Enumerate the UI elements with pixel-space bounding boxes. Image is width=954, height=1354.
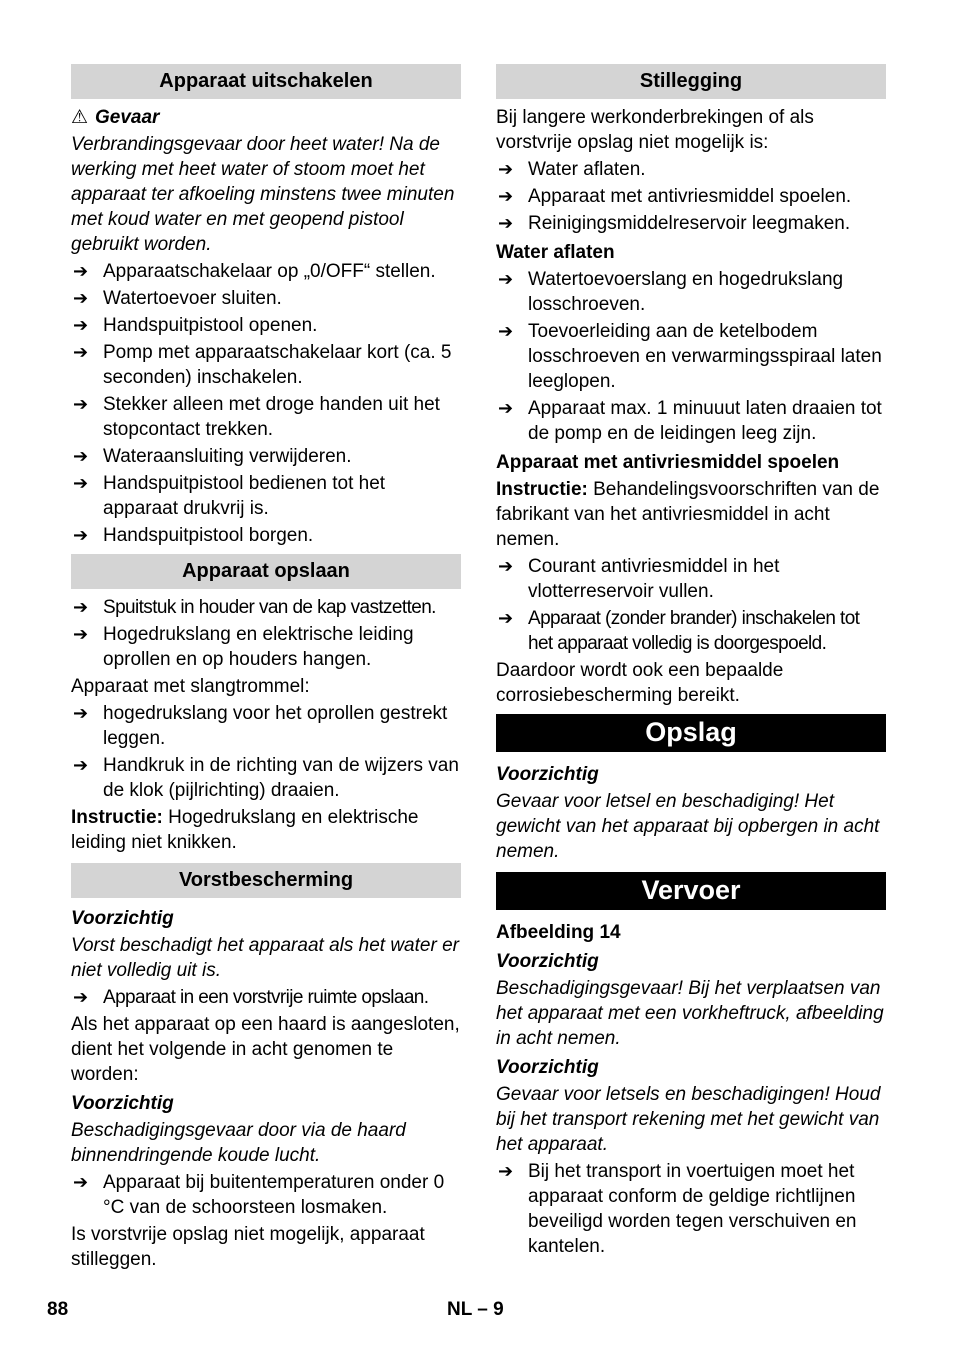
list-item: ➔ Handspuitpistool borgen. — [73, 525, 314, 546]
list-item: ➔ Apparaat in een vorstvrije ruimte opslaan. — [73, 987, 429, 1008]
list-item: ➔ Apparaat met antivriesmiddel spoelen. — [498, 186, 852, 207]
instruction-note: Instructie: Hogedrukslang en elektrische leiding niet knikken. — [71, 807, 419, 853]
paragraph: Is vorstvrije opslag niet mogelijk, apparaat stilleggen. — [71, 1224, 425, 1270]
caution-label: Voorzichtig — [496, 764, 599, 785]
arrow-right-icon: ➔ — [498, 186, 514, 206]
danger-label: ⚠ Gevaar — [71, 107, 160, 128]
list-item: ➔ Apparaatschakelaar op „0/OFF“ stellen. — [73, 261, 436, 282]
step-list — [496, 157, 886, 236]
list-item: ➔ Toevoerleiding aan de ketelbodem losschroeven en verwarmingsspiraal laten leeglopen. — [498, 321, 882, 392]
section-heading: Vorstbescherming — [71, 863, 461, 898]
step-list — [496, 554, 886, 656]
arrow-right-icon: ➔ — [498, 159, 514, 179]
page-number: 88 — [47, 1299, 69, 1320]
left-column — [71, 64, 461, 1274]
subheading: Apparaat met antivriesmiddel spoelen — [496, 452, 840, 473]
list-item: ➔ Handkruk in de richting van de wijzers van de klok (pijlrichting) draaien. — [73, 755, 459, 801]
step-list — [71, 595, 461, 672]
section-heading: Apparaat uitschakelen — [71, 64, 461, 99]
arrow-right-icon: ➔ — [73, 394, 89, 414]
caution-text: Vorst beschadigt het apparaat als het water er niet volledig uit is. — [71, 935, 459, 981]
arrow-right-icon: ➔ — [73, 261, 89, 281]
paragraph: Daardoor wordt ook een bepaalde corrosiebescherming bereikt. — [496, 660, 784, 706]
list-item: ➔ Watertoevoerslang en hogedrukslang losschroeven. — [498, 269, 844, 315]
subheading: Water aflaten — [496, 242, 615, 263]
arrow-right-icon: ➔ — [498, 269, 514, 289]
paragraph: Als het apparaat op een haard is aangesloten, dient het volgende in acht genomen te worden: — [71, 1014, 460, 1085]
arrow-right-icon: ➔ — [498, 213, 514, 233]
list-item: ➔ Wateraansluiting verwijderen. — [73, 446, 352, 467]
arrow-right-icon: ➔ — [73, 288, 89, 308]
arrow-right-icon: ➔ — [73, 1172, 89, 1192]
instruction-note: Instructie: Behandelingsvoorschriften van de fabrikant van het antivriesmiddel in acht nemen. — [496, 479, 880, 550]
language-page-label: NL – 9 — [447, 1299, 504, 1320]
arrow-right-icon: ➔ — [73, 473, 89, 493]
list-item: ➔ Hogedrukslang en elektrische leiding oprollen en op houders hangen. — [73, 624, 414, 670]
step-list — [71, 259, 461, 548]
caution-label: Voorzichtig — [71, 908, 174, 929]
chapter-heading: Opslag — [496, 714, 886, 752]
list-item: ➔ Apparaat bij buitentemperaturen onder 0 °C van de schoorsteen losmaken. — [73, 1172, 445, 1218]
step-list — [71, 985, 461, 1010]
step-list — [71, 1170, 461, 1220]
arrow-right-icon: ➔ — [73, 525, 89, 545]
arrow-right-icon: ➔ — [498, 556, 514, 576]
arrow-right-icon: ➔ — [498, 321, 514, 341]
arrow-right-icon: ➔ — [73, 755, 89, 775]
arrow-right-icon: ➔ — [73, 342, 89, 362]
caution-label: Voorzichtig — [496, 1057, 599, 1078]
list-item: ➔ Water aflaten. — [498, 159, 646, 180]
section-heading: Stillegging — [496, 64, 886, 99]
caution-text: Beschadigingsgevaar door via de haard binnendringende koude lucht. — [71, 1120, 406, 1166]
step-list — [71, 701, 461, 803]
list-item: ➔ hogedrukslang voor het oprollen gestrekt leggen. — [73, 703, 448, 749]
list-item: ➔ Apparaat max. 1 minuuut laten draaien tot de pomp en de leidingen leeg zijn. — [498, 398, 882, 444]
step-list — [496, 1159, 886, 1259]
list-item: ➔ Spuitstuk in houder van de kap vastzetten. — [73, 597, 436, 618]
list-item: ➔ Apparaat (zonder brander) inschakelen tot het apparaat volledig is doorgespoeld. — [498, 608, 860, 654]
list-item: ➔ Watertoevoer sluiten. — [73, 288, 282, 309]
list-item: ➔ Bij het transport in voertuigen moet het apparaat conform de geldige richtlijnen beveiligd worden tegen verschuiven en kantelen. — [498, 1161, 857, 1257]
section-heading: Apparaat opslaan — [71, 554, 461, 589]
right-column — [496, 64, 886, 1261]
arrow-right-icon: ➔ — [73, 446, 89, 466]
chapter-heading: Vervoer — [496, 872, 886, 910]
arrow-right-icon: ➔ — [73, 315, 89, 335]
list-item: ➔ Stekker alleen met droge handen uit het stopcontact trekken. — [73, 394, 440, 440]
arrow-right-icon: ➔ — [73, 597, 88, 617]
list-item: ➔ Handspuitpistool openen. — [73, 315, 318, 336]
arrow-right-icon: ➔ — [73, 703, 89, 723]
caution-label: Voorzichtig — [496, 951, 599, 972]
danger-text: Verbrandingsgevaar door heet water! Na de werking met heet water of stoom moet het apparaat ter afkoeling minstens twee minuten met koud water en met geopend pistool gebruikt worden. — [71, 134, 455, 255]
step-list — [496, 267, 886, 446]
caution-text: Beschadigingsgevaar! Bij het verplaatsen van het apparaat met een vorkheftruck, afbeelding in acht nemen. — [496, 978, 884, 1049]
figure-reference: Afbeelding 14 — [496, 922, 621, 943]
arrow-right-icon: ➔ — [73, 624, 89, 644]
warning-triangle-icon: ⚠ — [71, 107, 89, 128]
arrow-right-icon: ➔ — [73, 987, 88, 1007]
caution-text: Gevaar voor letsels en beschadigingen! Houd bij het transport rekening met het gewicht van het apparaat. — [496, 1084, 881, 1155]
arrow-right-icon: ➔ — [498, 398, 514, 418]
arrow-right-icon: ➔ — [498, 1161, 514, 1181]
list-item: ➔ Handspuitpistool bedienen tot het apparaat drukvrij is. — [73, 473, 386, 519]
paragraph: Apparaat met slangtrommel: — [71, 676, 310, 697]
caution-label: Voorzichtig — [71, 1093, 174, 1114]
arrow-right-icon: ➔ — [498, 608, 513, 628]
paragraph: Bij langere werkonderbrekingen of als vorstvrije opslag niet mogelijk is: — [496, 107, 814, 153]
list-item: ➔ Courant antivriesmiddel in het vlotterreservoir vullen. — [498, 556, 780, 602]
list-item: ➔ Pomp met apparaatschakelaar kort (ca. 5 seconden) inschakelen. — [73, 342, 452, 388]
list-item: ➔ Reinigingsmiddelreservoir leegmaken. — [498, 213, 851, 234]
caution-text: Gevaar voor letsel en beschadiging! Het gewicht van het apparaat bij opbergen in acht nemen. — [496, 791, 880, 862]
